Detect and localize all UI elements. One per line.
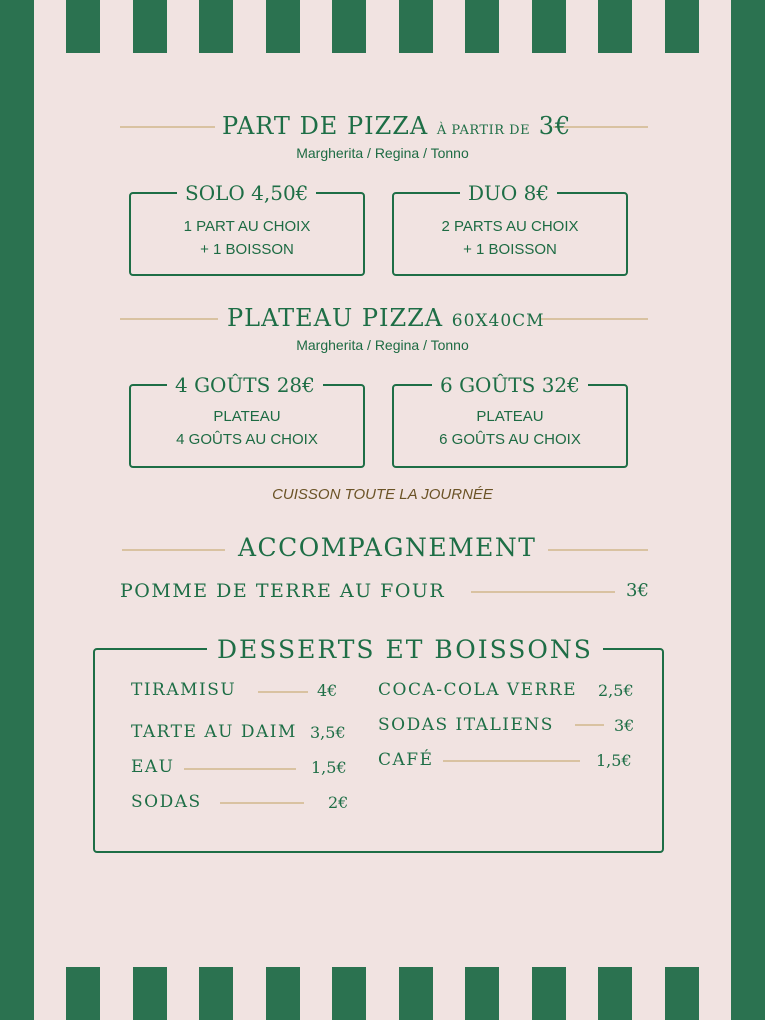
menu-item-name: SODAS <box>131 792 202 812</box>
section-title-pizza-tray: PLATEAU PIZZA 60X40CM <box>227 304 545 332</box>
menu-item-price: 3€ <box>626 580 649 601</box>
stripe-block <box>332 967 366 1020</box>
menu-item-price: 1,5€ <box>311 758 347 777</box>
dotted-leader <box>258 691 308 693</box>
offer-line: PLATEAU <box>213 408 281 425</box>
menu-item-name: EAU <box>131 757 175 777</box>
offer-title: DUO 8€ <box>460 181 557 205</box>
stripe-block <box>665 0 699 53</box>
offer-line: PLATEAU <box>476 408 544 425</box>
stripe-block <box>465 0 499 53</box>
stripe-block <box>66 967 100 1020</box>
from-price: 3€ <box>538 112 572 140</box>
offer-card-6-flavors <box>392 373 628 468</box>
stripe-block <box>598 967 632 1020</box>
divider-line <box>548 549 648 551</box>
offer-title: SOLO 4,50€ <box>177 181 316 205</box>
offer-line: + 1 BOISSON <box>200 241 294 258</box>
dotted-leader <box>184 768 296 770</box>
menu-item-price: 3,5€ <box>310 723 346 742</box>
menu-item-price: 2,5€ <box>598 681 634 700</box>
tray-size: 60X40CM <box>451 311 545 331</box>
offer-title: 6 GOÛTS 32€ <box>432 373 588 397</box>
menu-item-name: TARTE AU DAIM <box>131 722 297 742</box>
section-title-side-dish: ACCOMPAGNEMENT <box>238 533 537 562</box>
menu-item-price: 3€ <box>614 716 635 735</box>
divider-line <box>540 318 648 320</box>
menu-item-price: 4€ <box>317 681 338 700</box>
menu-item-name: POMME DE TERRE AU FOUR <box>120 580 446 602</box>
offer-line: 6 GOÛTS AU CHOIX <box>439 431 581 448</box>
menu-item-name: TIRAMISU <box>131 680 237 700</box>
offer-card-4-flavors <box>129 373 365 468</box>
dotted-leader <box>220 802 304 804</box>
menu-item-name: CAFÉ <box>378 750 434 770</box>
stripe-block <box>532 967 566 1020</box>
section-title-pizza-slice: PART DE PIZZA À PARTIR DE 3€ <box>222 112 572 140</box>
stripe-block <box>399 967 433 1020</box>
from-label: À PARTIR DE <box>436 123 531 138</box>
offer-line: + 1 BOISSON <box>463 241 557 258</box>
stripe-block <box>133 0 167 53</box>
divider-line <box>120 318 218 320</box>
stripe-block <box>532 0 566 53</box>
stripe-block <box>465 967 499 1020</box>
tray-flavors: Margherita / Regina / Tonno <box>296 337 469 353</box>
offer-title: 4 GOÛTS 28€ <box>167 373 323 397</box>
stripe-block <box>598 0 632 53</box>
offer-line: 2 PARTS AU CHOIX <box>441 218 579 235</box>
divider-line <box>120 126 215 128</box>
menu-item-price: 1,5€ <box>596 751 632 770</box>
menu-item-name: COCA-COLA VERRE <box>378 680 578 700</box>
stripe-block <box>133 967 167 1020</box>
slice-flavors: Margherita / Regina / Tonno <box>296 145 469 161</box>
dotted-leader <box>443 760 580 762</box>
stripe-block <box>199 0 233 53</box>
stripe-block <box>266 0 300 53</box>
stripe-block <box>266 967 300 1020</box>
stripe-block <box>66 0 100 53</box>
cooking-note: CUISSON TOUTE LA JOURNÉE <box>272 486 493 503</box>
offer-line: 1 PART AU CHOIX <box>183 218 311 235</box>
stripe-block <box>399 0 433 53</box>
offer-card-duo <box>392 181 628 276</box>
stripe-block <box>332 0 366 53</box>
offer-line: 4 GOÛTS AU CHOIX <box>176 431 318 448</box>
section-title-desserts: DESSERTS ET BOISSONS <box>207 635 603 664</box>
divider-line <box>122 549 225 551</box>
offer-card-solo <box>129 181 365 276</box>
menu-item-name: SODAS ITALIENS <box>378 715 554 735</box>
menu-item-price: 2€ <box>328 793 349 812</box>
dotted-leader <box>471 591 615 593</box>
stripe-block <box>665 967 699 1020</box>
stripe-block <box>199 967 233 1020</box>
dotted-leader <box>575 724 604 726</box>
